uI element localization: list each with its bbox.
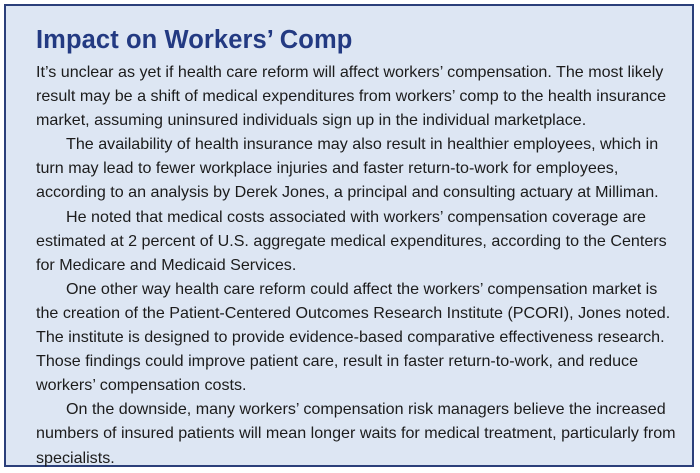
- sidebar-title: Impact on Workers’ Comp: [36, 26, 353, 54]
- paragraph-4: One other way health care reform could affect the workers’ compensation market is the creation of the Patient-Centered Outcomes Research Institute (PCORI), Jones noted. The institute is designed to provide evidence-based comparative effectiveness research. Those findings could improve patient care, result in faster return-to-work, and reduce workers’ compensation costs.: [36, 279, 671, 395]
- sidebar-box: [4, 4, 694, 467]
- paragraph-5: On the downside, many workers’ compensation risk managers believe the increased numbers of insured patients will mean longer waits for medical treatment, particularly from specialists.: [36, 400, 676, 467]
- paragraph-2: The availability of health insurance may also result in healthier employees, which in turn may lead to fewer workplace injuries and faster return-to-work for employees, according to an analysis by Derek Jones, a principal and consulting actuary at Milliman.: [36, 135, 659, 202]
- article-body: [36, 60, 682, 470]
- paragraph-1: It’s unclear as yet if health care reform will affect workers’ compensation. The most likely result may be a shift of medical expenditures from workers’ comp to the health insurance market, assuming uninsured individuals sign up in the individual marketplace.: [36, 63, 667, 130]
- paragraph-3: He noted that medical costs associated with workers’ compensation coverage are estimated at 2 percent of U.S. aggregate medical expenditures, according to the Centers for Medicare and Medicaid Services.: [36, 207, 667, 274]
